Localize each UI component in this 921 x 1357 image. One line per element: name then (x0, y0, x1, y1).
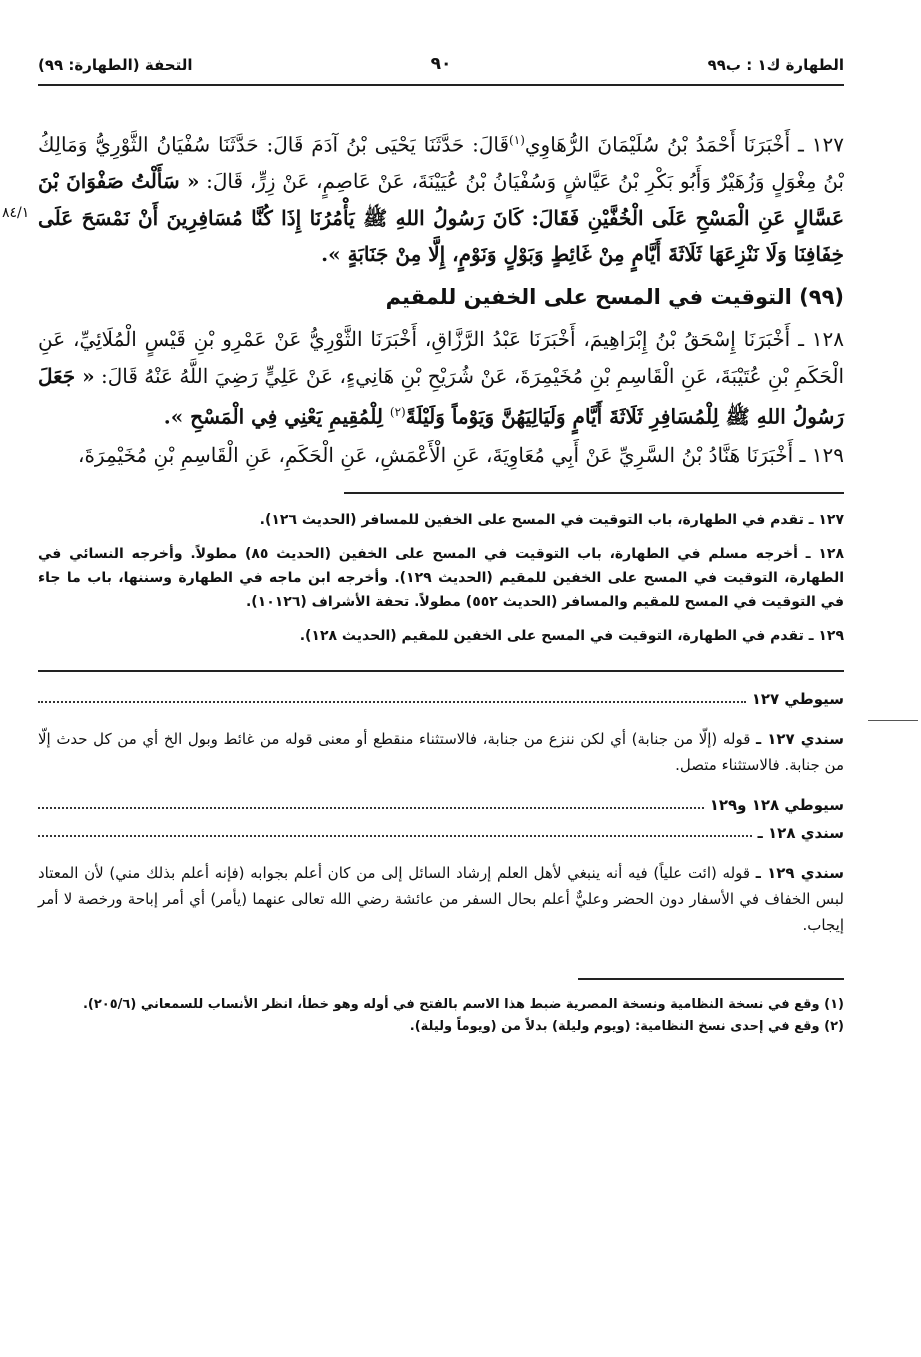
footnote-marker-1: (١) (509, 133, 525, 147)
main-text (2, 122, 845, 474)
reference-129: ١٢٩ ـ تقدم في الطهارة، التوقيت في المسح على الخفين للمقيم (الحديث ١٢٨). (299, 627, 844, 644)
running-header (38, 52, 844, 82)
reference-127: ١٢٧ ـ تقدم في الطهارة، باب التوقيت في المسح على الخفين للمسافر (الحديث ١٢٦). (259, 511, 844, 528)
sindi-129-text: قوله (ائت علياً) فيه أنه ينبغي لأهل العلم إرشاد السائل إلى من كان أعلم بجوابه (فإنه أعلم بذلك مني) لأن المعتاد لبس الخفاف في الأسفار دون الحضر وعليٌّ أعلم بحال السفر من عائشة رضي الله تعالى عنهما (يأمر) أي أمر إباحة ورخصة لا أمر إيجاب. (38, 863, 844, 934)
sindi-127-label: سندي ١٢٧ ـ (756, 729, 844, 748)
hadith-129-isnad: ١٢٩ ـ أَخْبَرَنَا هَنَّادُ بْنُ السَّرِيِّ عَنْ أَبِي مُعَاوِيَةَ، عَنِ الْأَعْمَشِ، عَنِ الْحَكَمِ، عَنِ الْقَاسِمِ بْنِ مُخَيْمِرَةَ، (78, 443, 844, 468)
footnotes (38, 994, 844, 1038)
takhrij-references (38, 508, 844, 648)
commentary-rule (38, 670, 844, 672)
hadith-128-matn-start: « جَعَلَ رَسُولُ اللهِ ﷺ لِلْمُسَافِرِ ثَلَاثَةَ أَيَّامٍ وَلَيَالِيَهُنَّ وَيَوْماً وَلَيْلَةً (38, 363, 844, 429)
footnote-1: (١) وقع في نسخة النظامية ونسخة المصرية ضبط هذا الاسم بالفتح في أوله وهو خطأ، انظر الأنساب للسمعاني (٢٠٥/٦). (82, 996, 844, 1012)
dotted-leader (38, 686, 746, 703)
hadith-127-matn: « سَأَلْتُ صَفْوَانَ بْنَ عَسَّالٍ عَنِ الْمَسْحِ عَلَى الْخُفَّيْنِ فَقَالَ: كَانَ رَسُولُ اللهِ ﷺ يَأْمُرُنَا إِذَا كُنَّا مُسَافِرِينَ أَنْ نَمْسَحَ عَلَى خِفَافِنَا وَلَا نَنْزِعَهَا ثَلَاثَةَ أَيَّامٍ مِنْ غَائِطٍ وَبَوْلٍ وَنَوْمٍ، إِلَّا مِنْ جَنَابَةٍ ». (38, 169, 844, 267)
hadith-127 (2, 122, 845, 273)
sindi-127-text: قوله (إلّا من جنابة) أي لكن ننزع من جنابة، فالاستثناء منقطع أو معنى قوله من غائط وبول الخ أي من كل حدث إلّا من جنابة. فالاستثناء متصل. (38, 729, 844, 774)
suyuti-128-129-heading (38, 792, 844, 818)
sindi-128-label: سندي ١٢٨ ـ (757, 823, 844, 842)
commentary (38, 686, 844, 938)
sindi-127 (38, 726, 844, 778)
hadith-128-isnad: ١٢٨ ـ أَخْبَرَنَا إِسْحَقُ بْنُ إِبْرَاهِيمَ، أَخْبَرَنَا عَبْدُ الرَّزَّاقِ، أَخْبَرَنَا الثَّوْرِيُّ عَنْ عَمْرِو بْنِ قَيْسٍ الْمُلَائِيِّ، عَنِ الْحَكَمِ بْنِ عُتَيْبَةَ، عَنِ الْقَاسِمِ بْنِ مُخَيْمِرَةَ، عَنْ شُرَيْحِ بْنِ هَانِيءٍ، عَنْ عَلِيٍّ رَضِيَ اللَّهُ عَنْهُ قَالَ: (38, 327, 844, 388)
footnote-2: (٢) وقع في إحدى نسخ النظامية: (ويوم وليلة) بدلاً من (ويوماً وليلة). (409, 1018, 844, 1034)
book-page (2, 52, 845, 1038)
footnotes-rule (578, 978, 844, 980)
hadith-129 (38, 437, 844, 474)
hadith-128-matn-end: لِلْمُقِيمِ يَعْنِي فِي الْمَسْحِ ». (163, 404, 390, 429)
page-number: ٩٠ (430, 54, 452, 74)
footnote-marker-2: (٢) (389, 405, 406, 420)
hadith-127-isnad-start: ١٢٧ ـ أَخْبَرَنَا أَحْمَدُ بْنُ سُلَيْمَانَ الرُّهَاوِي (524, 132, 845, 157)
hadith-127-isnad: قَالَ: حَدَّثَنَا يَحْيَى بْنُ آدَمَ قَالَ: حَدَّثَنَا سُفْيَانُ الثَّوْرِيُّ وَمَالِكُ بْنُ مِغْوَلٍ وَزُهَيْرٌ وَأَبُو بَكْرِ بْنُ عَيَّاشٍ وَسُفْيَانُ بْنُ عُيَيْنَةَ، عَنْ عَاصِمٍ، عَنْ زِرٍّ، قَالَ: (38, 132, 844, 194)
header-tuhfa-ref: التحفة (الطهارة: ٩٩) (38, 56, 193, 74)
sindi-129 (38, 860, 844, 938)
header-rule (38, 84, 844, 86)
hadith-128 (38, 321, 844, 435)
reference-128: ١٢٨ ـ أخرجه مسلم في الطهارة، باب التوقيت في المسح على الخفين (الحديث ٨٥) مطولاً. وأخرجه النسائي في الطهارة، التوقيت في المسح على الخفين للمقيم (الحديث ١٢٩). وأخرجه ابن ماجه في الطهارة وسننها، باب ما جاء في التوقيت في المسح للمقيم والمسافر (الحديث ٥٥٢) مطولاً. تحفة الأشراف (١٠١٢٦). (38, 545, 844, 610)
suyuti-128-129-label: سيوطي ١٢٨ و١٢٩ (709, 795, 844, 814)
chapter-title: (٩٩) التوقيت في المسح على الخفين للمقيم (385, 284, 844, 309)
dotted-leader (38, 792, 704, 809)
margin-pencil-line (868, 720, 918, 721)
references-rule (344, 492, 844, 494)
sindi-128-heading (38, 820, 844, 846)
header-chapter-ref: الطهارة ك١ : ب٩٩ (707, 56, 844, 74)
dotted-leader (38, 820, 752, 837)
suyuti-127-heading (38, 686, 844, 712)
margin-volume-mark: ٨٤/١ (2, 205, 30, 221)
suyuti-127-label: سيوطي ١٢٧ (751, 689, 844, 708)
sindi-129-label: سندي ١٢٩ ـ (755, 863, 844, 882)
